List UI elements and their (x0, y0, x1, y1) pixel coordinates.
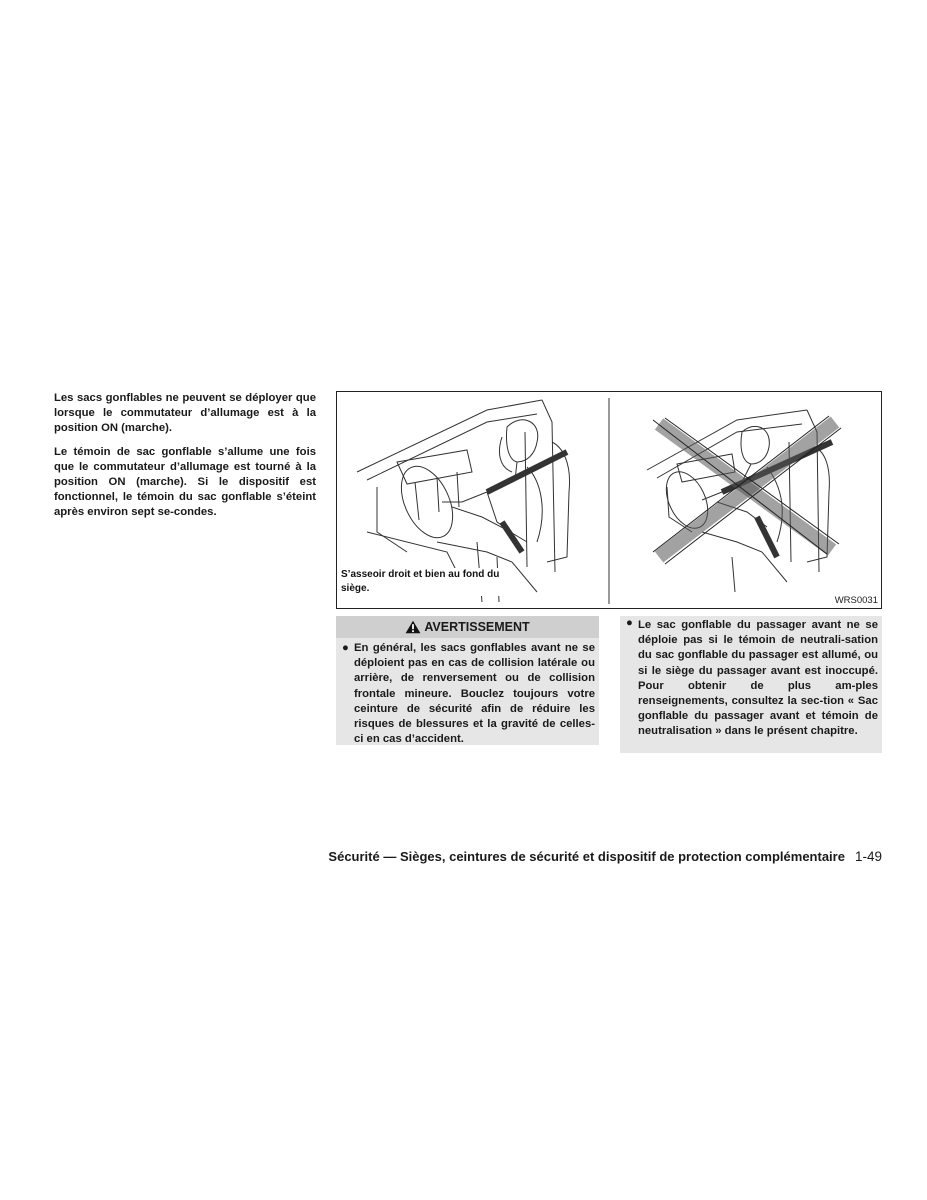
warning-bullet-1-text: En général, les sacs gonflables avant ne se déploient pas en cas de collision latérale ou arrière, de renversement ou de collision frontale mineure. Bouclez toujours votre ceinture de sécurité afin de réduire les risques de blessures et la gravité de celles-ci en cas d’accident. (354, 642, 595, 746)
intro-paragraph-2: Le témoin de sac gonflable s’allume une fois que le commutateur d’allumage est tourné à la position ON (marche). Si le dispositif est fonctionnel, le témoin du sac gonflable s’éteint après environ sept se-condes. (54, 445, 316, 519)
warning-bullet-2-text: Le sac gonflable du passager avant ne se déploie pas si le témoin de neutrali-sation du sac gonflable du passager est allumé, ou si le siège du passager avant est inoccupé. Pour obtenir de plus am-ples renseignements, consultez la sec-tion « Sac gonflable du passager avant et témoin de neutralisation » dans le présent chapitre. (638, 619, 878, 738)
figure-caption: S’asseoir droit et bien au fond du siège. (341, 568, 511, 596)
warning-bullet-2 (620, 616, 882, 740)
page-number: 1-49 (854, 849, 882, 864)
warning-bullet-1 (336, 641, 599, 747)
intro-paragraph-1: Les sacs gonflables ne peuvent se déployer que lorsque le commutateur d’allumage est à la position ON (marche). (54, 392, 316, 435)
footer-section-title: Sécurité — Sièges, ceintures de sécurité et dispositif de protection complémentaire (328, 849, 845, 864)
warning-title: AVERTISSEMENT (424, 620, 530, 634)
figure-id: WRS0031 (834, 595, 878, 606)
intro-text (54, 391, 316, 529)
warning-header (336, 616, 599, 638)
bullet-icon: ● (342, 642, 349, 654)
page-footer (0, 849, 882, 864)
bullet-icon: ● (626, 617, 633, 629)
warning-triangle-icon (405, 620, 421, 634)
warning-box-continued (620, 616, 882, 753)
warning-box (336, 616, 599, 745)
seating-illustration (336, 391, 882, 609)
